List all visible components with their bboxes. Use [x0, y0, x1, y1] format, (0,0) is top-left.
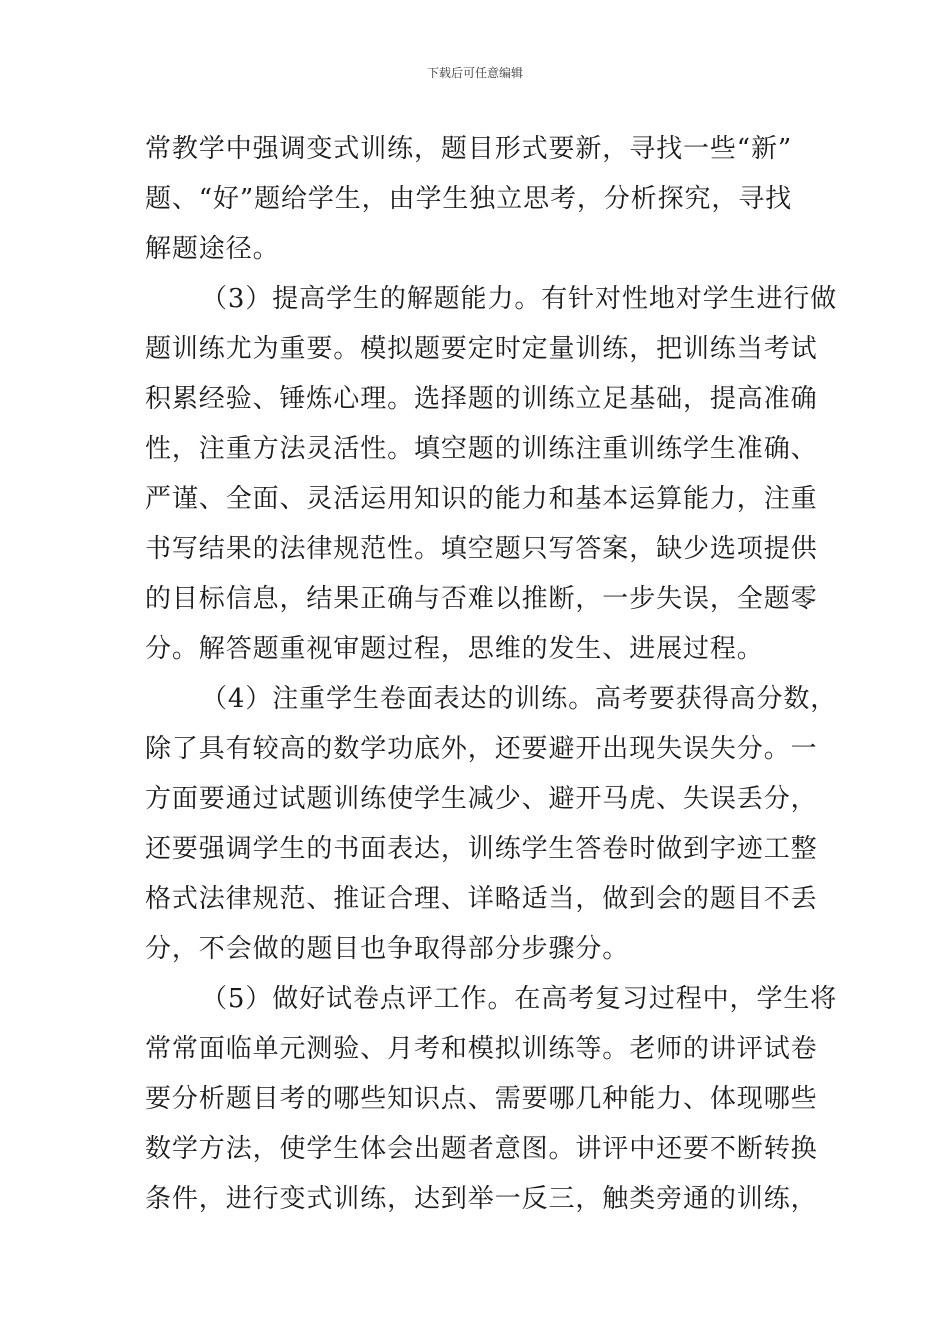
text-line: 解题途径。 — [145, 234, 280, 264]
text-line: 方面要通过试题训练使学生减少、避开马虎、失误丢分， — [145, 784, 818, 814]
text-line: 题训练尤为重要。模拟题要定时定量训练，把训练当考试 — [145, 334, 818, 364]
document-body — [145, 124, 838, 1224]
text-line: 常教学中强调变式训练，题目形式要新，寻找一些“新” — [145, 134, 793, 164]
paragraph-start-line: （5）做好试卷点评工作。在高考复习过程中，学生将 — [201, 984, 838, 1014]
text-line: 除了具有较高的数学功底外，还要避开出现失误失分。一 — [145, 734, 818, 764]
text-line: 性，注重方法灵活性。填空题的训练注重训练学生准确、 — [145, 434, 818, 464]
text-line: 还要强调学生的书面表达，训练学生答卷时做到字迹工整 — [145, 834, 818, 864]
text-line: 条件，进行变式训练，达到举一反三，触类旁通的训练， — [145, 1184, 818, 1214]
text-line: 分。解答题重视审题过程，思维的发生、进展过程。 — [145, 634, 764, 664]
text-line: 常常面临单元测验、月考和模拟训练等。老师的讲评试卷 — [145, 1034, 818, 1064]
paragraph-start-line: （4）注重学生卷面表达的训练。高考要获得高分数， — [201, 684, 838, 714]
text-line: 书写结果的法律规范性。填空题只写答案，缺少选项提供 — [145, 534, 818, 564]
text-line: 数学方法，使学生体会出题者意图。讲评中还要不断转换 — [145, 1134, 818, 1164]
text-line: 要分析题目考的哪些知识点、需要哪几种能力、体现哪些 — [145, 1084, 818, 1114]
text-line: 严谨、全面、灵活运用知识的能力和基本运算能力，注重 — [145, 484, 818, 514]
page-header-note: 下载后可任意编辑 — [426, 66, 523, 80]
text-line: 格式法律规范、推证合理、详略适当，做到会的题目不丢 — [145, 884, 818, 914]
text-line: 题、“好”题给学生，由学生独立思考，分析探究，寻找 — [145, 184, 793, 214]
text-line: 积累经验、锤炼心理。选择题的训练立足基础，提高准确 — [145, 384, 818, 414]
text-line: 分，不会做的题目也争取得部分步骤分。 — [145, 934, 630, 964]
text-line: 的目标信息，结果正确与否难以推断，一步失误，全题零 — [145, 584, 818, 614]
paragraph-start-line: （3）提高学生的解题能力。有针对性地对学生进行做 — [201, 284, 838, 314]
